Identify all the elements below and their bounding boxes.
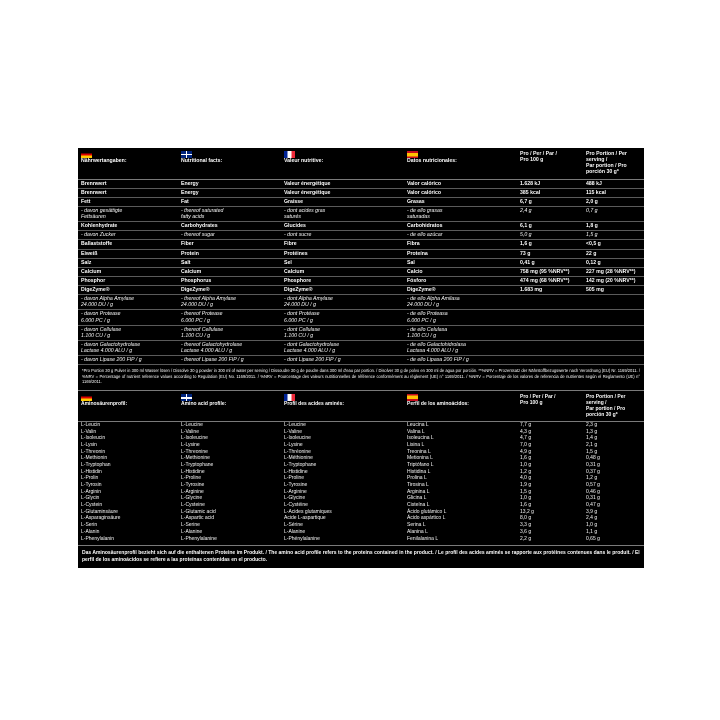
nutrition-cell-serv: 115 kcal (583, 188, 644, 197)
nutrition-cell-es: Valor calórico (404, 179, 517, 188)
nutrition-cell-es: Carbohidratos (404, 222, 517, 231)
nutrition-cell-de: Brennwert (78, 188, 178, 197)
nutrition-cell-es: - de ello Lipasa 200 FIP / g (404, 356, 517, 365)
amino-cell-serv: 2,4 g (586, 515, 598, 522)
amino-cell-de: L-Glycin (81, 495, 100, 502)
flag-france-icon (284, 151, 295, 158)
table-row (78, 188, 644, 197)
amino-cell-fr: L-Arginine (284, 488, 307, 495)
amino-cell-p100: 1,0 g (520, 461, 532, 468)
flag-uk-icon (181, 394, 192, 401)
nutrition-cell-serv: 22 g (583, 249, 644, 258)
amino-cell-serv: 0,46 g (586, 488, 600, 495)
nutrition-cell-fr: - dont acides gras saturés (281, 206, 404, 221)
amino-header-per100-line2: Pro 100 g (520, 400, 543, 407)
nutrition-cell-en: - thereof Lipase 200 FIP / g (178, 356, 281, 365)
nutrition-cell-es: - de ello grasas saturadas (404, 206, 517, 221)
table-row (78, 428, 644, 435)
nutrition-cell-en: Energy (178, 179, 281, 188)
nutrition-cell-p100: 758 mg (95 %NRV**) (517, 267, 583, 276)
amino-cell-p100: 1,0 g (520, 495, 532, 502)
nutrition-cell-en: Carbohydrates (178, 222, 281, 231)
nutrition-cell-es: Sal (404, 258, 517, 267)
nutrition-cell-de: - davon Alpha Amylase 24.000 DU / g (78, 295, 178, 310)
nutrition-cell-es: Valor calórico (404, 188, 517, 197)
amino-cell-es: Lisina L (407, 441, 425, 448)
nutrition-cell-de: Eiweiß (78, 249, 178, 258)
amino-cell-es: Treonina L (407, 448, 431, 455)
amino-cell-fr: L-Glycine (284, 495, 306, 502)
nutrition-cell-es: - de ello Alpha Amilasa 24.000 DU / g (404, 295, 517, 310)
amino-header-serving-line1: Pro Portion / Per serving / (586, 394, 626, 407)
amino-cell-en: L-Lysine (181, 441, 200, 448)
table-row (78, 325, 644, 340)
amino-cell-de: L-Arginin (81, 488, 102, 495)
amino-cell-fr: L-Sérine (284, 522, 303, 529)
amino-cell-es: Alanina L (407, 528, 428, 535)
nutrition-cell-de: Brennwert (78, 179, 178, 188)
flag-spain-icon (407, 394, 418, 401)
nutrition-cell-es: Proteína (404, 249, 517, 258)
amino-cell-de: L-Phenylalanin (81, 535, 115, 542)
nutrition-cell-es: - de ello azúcar (404, 231, 517, 240)
nutrition-cell-fr: Fibre (281, 240, 404, 249)
amino-header-serving-line2: Par portion / Pro porción 30 g* (586, 406, 626, 419)
nutrition-cell-de: Fett (78, 197, 178, 206)
amino-header-en (178, 391, 281, 421)
amino-cell-p100: 4,3 g (520, 428, 532, 435)
amino-cell-p100: 4,9 g (520, 448, 532, 455)
nutrition-cell-en: Calcium (178, 267, 281, 276)
nutrition-header-per100-line1: Pro / Per / Par / (520, 151, 557, 157)
nutrition-cell-en: Salt (178, 258, 281, 267)
nutrition-cell-en: DigeZyme® (178, 286, 281, 295)
amino-cell-fr: Acide L-aspartique (284, 515, 326, 522)
amino-cell-en: L-Valine (181, 428, 199, 435)
amino-cell-en: L-Aspartic acid (181, 515, 215, 522)
table-row (78, 535, 644, 542)
nutrition-cell-serv (583, 295, 644, 310)
nutrition-cell-p100: 73 g (517, 249, 583, 258)
amino-header-fr (281, 391, 404, 421)
table-row (78, 240, 644, 249)
nutrition-cell-fr: DigeZyme® (281, 286, 404, 295)
amino-header-es-label: Perfil de los aminoácidos: (407, 401, 469, 408)
nutrition-cell-en: - thereof Protease 6.000 PC / g (178, 310, 281, 325)
amino-cell-de: L-Serin (81, 522, 98, 529)
nutrition-header-es (404, 148, 517, 179)
nutrition-cell-serv: 505 mg (583, 286, 644, 295)
amino-cell-es: Arginina L (407, 488, 430, 495)
amino-cell-de: L-Valin (81, 428, 97, 435)
nutrition-cell-p100 (517, 340, 583, 355)
amino-cell-serv: 2,1 g (586, 441, 598, 448)
nutrition-cell-en: Energy (178, 188, 281, 197)
nutrition-cell-es: Fibra (404, 240, 517, 249)
amino-cell-serv: 0,57 g (586, 482, 600, 489)
amino-cell-serv: 0,47 g (586, 502, 600, 509)
amino-cell-en: L-Alanine (181, 528, 203, 535)
nutrition-cell-de: - davon Galactohydrolase Lactase 4.000 ALU / g (78, 340, 178, 355)
amino-cell-es: Valina L (407, 428, 425, 435)
nutrition-cell-p100: 6,1 g (517, 222, 583, 231)
nutrition-cell-p100: 5,0 g (517, 231, 583, 240)
table-row (78, 468, 644, 475)
nutrition-header-en (178, 148, 281, 179)
amino-cell-en: L-Serine (181, 522, 200, 529)
nutrition-cell-de: - davon gesättigte Fettsäuren (78, 206, 178, 221)
amino-cell-serv: 1,3 g (586, 428, 598, 435)
nutrition-cell-fr: Protéines (281, 249, 404, 258)
amino-cell-es: Serina L (407, 522, 426, 529)
nutrition-cell-en: Protein (178, 249, 281, 258)
table-row (78, 455, 644, 462)
table-row (78, 475, 644, 482)
nutrition-header-fr (281, 148, 404, 179)
amino-cell-es: Isoleucina L (407, 435, 434, 442)
amino-cell-en: L-Isoleucine (181, 435, 208, 442)
amino-cell-en: L-Proline (181, 475, 202, 482)
table-row (78, 515, 644, 522)
amino-cell-fr: L-Alanine (284, 528, 306, 535)
amino-header-per100 (517, 391, 583, 421)
nutrition-cell-es: Grasas (404, 197, 517, 206)
nutrition-cell-fr: Phosphore (281, 276, 404, 285)
amino-cell-es: Tirosina L (407, 482, 429, 489)
amino-cell-es: Triptófano L (407, 461, 434, 468)
table-row (78, 197, 644, 206)
table-row (78, 509, 644, 516)
amino-cell-es: Fenilalanina L (407, 535, 439, 542)
nutrition-label-panel (78, 148, 644, 568)
table-row (78, 482, 644, 489)
amino-cell-en: L-Arginine (181, 488, 204, 495)
amino-cell-es: Leucina L (407, 421, 429, 428)
amino-cell-p100: 7,0 g (520, 441, 532, 448)
nutrition-cell-serv: 2,0 g (583, 197, 644, 206)
amino-header-fr-label: Profil des acides aminés: (284, 401, 345, 408)
amino-acid-section (78, 390, 644, 542)
amino-header-de-label: Aminosäurenprofil: (81, 401, 128, 408)
amino-cell-de: L-Isoleucin (81, 435, 106, 442)
nutrition-cell-en: Fiber (178, 240, 281, 249)
nutrition-cell-p100: 474 mg (68 %NRV**) (517, 276, 583, 285)
amino-cell-en: L-Tyrosine (181, 482, 205, 489)
nutrition-cell-de: - davon Zucker (78, 231, 178, 240)
nutrition-cell-en: - thereof Alpha Amylase 24.000 DU / g (178, 295, 281, 310)
nutrition-header-serving-line2: Par portion / Pro porción 30 g* (586, 163, 627, 176)
amino-cell-en: L-Methionine (181, 455, 210, 462)
amino-cell-p100: 2,2 g (520, 535, 532, 542)
amino-cell-en: L-Glycine (181, 495, 203, 502)
amino-cell-es: Ácido aspártico L (407, 515, 446, 522)
amino-cell-fr: L-Lysine (284, 441, 303, 448)
amino-cell-serv: 0,37 g (586, 468, 600, 475)
amino-cell-en: L-Glutamic acid (181, 508, 216, 515)
amino-cell-de: L-Threonin (81, 448, 106, 455)
nutrition-cell-serv (583, 356, 644, 365)
flag-spain-icon (407, 151, 418, 158)
amino-table-body (78, 421, 644, 542)
table-row (78, 276, 644, 285)
amino-cell-fr: L-Acides glutamiques (284, 508, 332, 515)
flag-germany-icon (81, 394, 92, 401)
nutrition-cell-fr: - dont Lipase 200 FIP / g (281, 356, 404, 365)
amino-cell-p100: 7,7 g (520, 421, 532, 428)
nutrition-cell-p100: 385 kcal (517, 188, 583, 197)
table-row (78, 356, 644, 365)
nutrition-cell-p100: 1,6 g (517, 240, 583, 249)
table-row (78, 502, 644, 509)
amino-header-serving (583, 391, 644, 421)
amino-cell-fr: L-Histidine (284, 468, 308, 475)
amino-cell-fr: L-Isoleucine (284, 435, 311, 442)
amino-cell-p100: 8,0 g (520, 515, 532, 522)
amino-cell-en: L-Histidine (181, 468, 205, 475)
amino-cell-serv: 1,5 g (586, 448, 598, 455)
amino-cell-fr: L-Valine (284, 428, 302, 435)
amino-cell-serv: 1,4 g (586, 435, 598, 442)
nutrition-cell-fr: - dont sucre (281, 231, 404, 240)
nutrition-header-row (78, 148, 644, 179)
amino-cell-p100: 1,9 g (520, 482, 532, 489)
table-row (78, 495, 644, 502)
amino-cell-es: Ácido glutámico L (407, 508, 447, 515)
table-row (78, 249, 644, 258)
amino-cell-fr: L-Phénylalanine (284, 535, 320, 542)
amino-cell-de: L-Asparaginsäure (81, 515, 121, 522)
nutrition-cell-serv (583, 325, 644, 340)
amino-cell-de: L-Cystein (81, 502, 103, 509)
amino-cell-serv: 1,1 g (586, 528, 598, 535)
nutrition-table-body (78, 179, 644, 365)
amino-cell-de: L-Alanin (81, 528, 100, 535)
amino-cell-es: Glicina L (407, 495, 427, 502)
nutrition-cell-de: Kohlenhydrate (78, 222, 178, 231)
table-row (78, 231, 644, 240)
table-row (78, 222, 644, 231)
nutrition-cell-en: - thereof Cellulase 1.100 CU / g (178, 325, 281, 340)
nutrition-cell-p100 (517, 356, 583, 365)
table-row (78, 206, 644, 221)
amino-cell-p100: 4,7 g (520, 435, 532, 442)
amino-cell-p100: 1,5 g (520, 488, 532, 495)
nutrition-cell-serv (583, 340, 644, 355)
amino-cell-es: Metionina L (407, 455, 433, 462)
amino-cell-p100: 3,3 g (520, 522, 532, 529)
nutrition-header-per100-line2: Pro 100 g (520, 157, 544, 164)
table-row (78, 310, 644, 325)
nutrition-cell-en: Phosphorus (178, 276, 281, 285)
amino-cell-p100: 1,2 g (520, 468, 532, 475)
nutrition-cell-serv: 227 mg (28 %NRV**) (583, 267, 644, 276)
nutrition-header-serving-line1: Pro Portion / Per serving / (586, 151, 627, 164)
nutrition-cell-fr: - dont Galactohydrolase Lactase 4.000 ALU / g (281, 340, 404, 355)
amino-cell-de: L-Methionin (81, 455, 108, 462)
nutrition-cell-de: - davon Cellulase 1.100 CU / g (78, 325, 178, 340)
amino-cell-p100: 1,6 g (520, 455, 532, 462)
amino-cell-de: L-Prolin (81, 475, 99, 482)
amino-cell-fr: L-Tryptophane (284, 461, 317, 468)
nutrition-cell-fr: - dont Protéase 6.000 PC / g (281, 310, 404, 325)
nutrition-cell-fr: - dont Alpha Amylase 24.000 DU / g (281, 295, 404, 310)
nutrition-cell-p100: 1.628 kJ (517, 179, 583, 188)
table-row (78, 421, 644, 428)
nutrition-cell-p100 (517, 325, 583, 340)
table-row (78, 179, 644, 188)
amino-cell-serv: 2,3 g (586, 421, 598, 428)
table-row (78, 448, 644, 455)
nutrition-cell-fr: Sel (281, 258, 404, 267)
amino-cell-serv: 0,31 g (586, 495, 600, 502)
flag-uk-icon (181, 151, 192, 158)
nutrition-cell-serv: 1,8 g (583, 222, 644, 231)
nutrition-cell-p100: 1.683 mg (517, 286, 583, 295)
amino-cell-fr: L-Proline (284, 475, 305, 482)
nutrition-cell-p100: 2,4 g (517, 206, 583, 221)
amino-cell-fr: L-Thréonine (284, 448, 311, 455)
table-row (78, 295, 644, 310)
nutrition-cell-es: - de ello Celulasa 1.100 CU / g (404, 325, 517, 340)
amino-cell-fr: L-Cystéine (284, 502, 308, 509)
amino-header-es (404, 391, 517, 421)
amino-header-en-label: Amino acid profile: (181, 401, 227, 408)
amino-cell-fr: L-Tyrosine (284, 482, 308, 489)
table-row (78, 488, 644, 495)
nutrition-cell-fr: Valeur énergétique (281, 179, 404, 188)
nutrition-cell-fr: Graisse (281, 197, 404, 206)
nutrition-header-de-label: Nährwertangaben: (81, 158, 127, 164)
nutrition-header-fr-label: Valeur nutritive: (284, 158, 324, 164)
table-row (78, 462, 644, 469)
nutrition-cell-serv: 142 mg (20 %NRV**) (583, 276, 644, 285)
nutrition-cell-es: Fósforo (404, 276, 517, 285)
nutrition-table (78, 148, 644, 365)
nutrition-cell-p100: 6,7 g (517, 197, 583, 206)
nutrition-cell-en: - thereof sugar (178, 231, 281, 240)
amino-cell-serv: 3,9 g (586, 508, 598, 515)
nutrition-cell-serv: 0,7 g (583, 206, 644, 221)
table-row (78, 442, 644, 449)
nutrition-cell-p100 (517, 295, 583, 310)
amino-cell-en: L-Phenylalanine (181, 535, 217, 542)
amino-cell-fr: L-Méthionine (284, 455, 313, 462)
nutrition-cell-p100: 0,41 g (517, 258, 583, 267)
amino-cell-serv: 0,65 g (586, 535, 600, 542)
amino-cell-en: L-Leucine (181, 421, 203, 428)
flag-france-icon (284, 394, 295, 401)
table-row (78, 529, 644, 536)
amino-cell-de: L-Histidin (81, 468, 102, 475)
table-row (78, 522, 644, 529)
amino-disclaimer: Das Aminosäurenprofil bezieht sich auf die enthaltenen Proteine im Produkt. / The amino acid profile refers to the proteins contained in the product. / Le profil des acides aminés se rapporte aux protéines contenues dans le produit. / El perfil de los aminoácidos se refiere a las proteínas contenidas en el producto. (78, 545, 644, 569)
nutrition-cell-serv: 488 kJ (583, 179, 644, 188)
nutrition-header-per100 (517, 148, 583, 179)
nutrition-cell-en: - thereof saturated fatty acids (178, 206, 281, 221)
nutrition-cell-p100 (517, 310, 583, 325)
table-row (78, 340, 644, 355)
nutrition-cell-serv: 0,12 g (583, 258, 644, 267)
nutrition-cell-fr: Valeur énergétique (281, 188, 404, 197)
nutrition-cell-de: - davon Protease 6.000 PC / g (78, 310, 178, 325)
amino-cell-serv: 0,31 g (586, 461, 600, 468)
amino-cell-es: Histidina L (407, 468, 431, 475)
amino-cell-serv: 1,0 g (586, 522, 598, 529)
amino-cell-en: L-Tryptophane (181, 461, 214, 468)
nutrition-cell-en: - thereof Galactohydrolase Lactase 4.000 ALU / g (178, 340, 281, 355)
amino-cell-de: L-Tryptophan (81, 461, 111, 468)
nutrition-header-serving (583, 148, 644, 179)
nutrition-cell-serv (583, 310, 644, 325)
amino-cell-p100: 1,6 g (520, 502, 532, 509)
nutrition-footnote: *Pro Portion 30 g Pulver in 300 ml Wasser lösen / Dissolve 30 g powder in 300 ml of water per serving / Dissoudre 30 g de poudre dans 300 ml d'eau par portion. / Disolver 30 g de polvo en 300 ml de agua por porción. **%NRV = Prozentsatz der Nährstoffbezugswerte nach Verordnung (EU) Nr. 1169/2011. / %NRV = Percentage of nutrient reference values according to Regulation (EU) No. 1169/2011. / %NRV = Pourcentage des valeurs nutritionnelles de référence conformément au règlement (UE) n° 1169/2011. / %NRV = Porcentaje de los valores de referencia de nutrientes según el Reglamento (UE) n° 1169/2011. (82, 368, 640, 384)
nutrition-cell-de: Phosphor (78, 276, 178, 285)
table-row (78, 258, 644, 267)
nutrition-cell-fr: Glucides (281, 222, 404, 231)
amino-cell-p100: 4,0 g (520, 475, 532, 482)
nutrition-cell-es: - de ello Proteasa 6.000 PC / g (404, 310, 517, 325)
amino-cell-p100: 3,6 g (520, 528, 532, 535)
amino-cell-de: L-Glutaminsäure (81, 508, 118, 515)
amino-cell-de: L-Leucin (81, 421, 101, 428)
amino-header-row (78, 391, 644, 421)
amino-cell-en: L-Cysteine (181, 502, 205, 509)
amino-cell-de: L-Lysin (81, 441, 97, 448)
amino-acid-table (78, 391, 644, 542)
amino-cell-fr: L-Leucine (284, 421, 306, 428)
nutrition-header-de (78, 148, 178, 179)
amino-cell-p100: 13,2 g (520, 508, 534, 515)
nutrition-header-es-label: Datos nutricionales: (407, 158, 457, 164)
amino-header-de (78, 391, 178, 421)
amino-cell-serv: 0,48 g (586, 455, 600, 462)
nutrition-cell-de: DigeZyme® (78, 286, 178, 295)
nutrition-cell-fr: Calcium (281, 267, 404, 276)
amino-header-per100-line1: Pro / Per / Par / (520, 394, 556, 401)
amino-cell-es: Cisteína L (407, 502, 430, 509)
table-row (78, 286, 644, 295)
amino-cell-de: L-Tyrosin (81, 482, 102, 489)
nutrition-cell-de: Salz (78, 258, 178, 267)
nutrition-cell-de: Ballaststoffe (78, 240, 178, 249)
nutrition-cell-de: - davon Lipase 200 FIP / g (78, 356, 178, 365)
table-row (78, 435, 644, 442)
nutrition-cell-serv: <0,5 g (583, 240, 644, 249)
nutrition-header-en-label: Nutritional facts: (181, 158, 223, 164)
nutrition-cell-de: Calcium (78, 267, 178, 276)
nutrition-cell-en: Fat (178, 197, 281, 206)
nutrition-cell-serv: 1,5 g (583, 231, 644, 240)
amino-cell-serv: 1,2 g (586, 475, 598, 482)
nutrition-cell-es: - de ello Galactohidrolasa Lactasa 4.000 ALU / g (404, 340, 517, 355)
nutrition-cell-es: Calcio (404, 267, 517, 276)
nutrition-cell-es: DigeZyme® (404, 286, 517, 295)
table-row (78, 267, 644, 276)
amino-cell-en: L-Threonine (181, 448, 208, 455)
nutrition-cell-fr: - dont Cellulase 1.100 CU / g (281, 325, 404, 340)
flag-germany-icon (81, 151, 92, 158)
amino-cell-es: Prolina L (407, 475, 427, 482)
